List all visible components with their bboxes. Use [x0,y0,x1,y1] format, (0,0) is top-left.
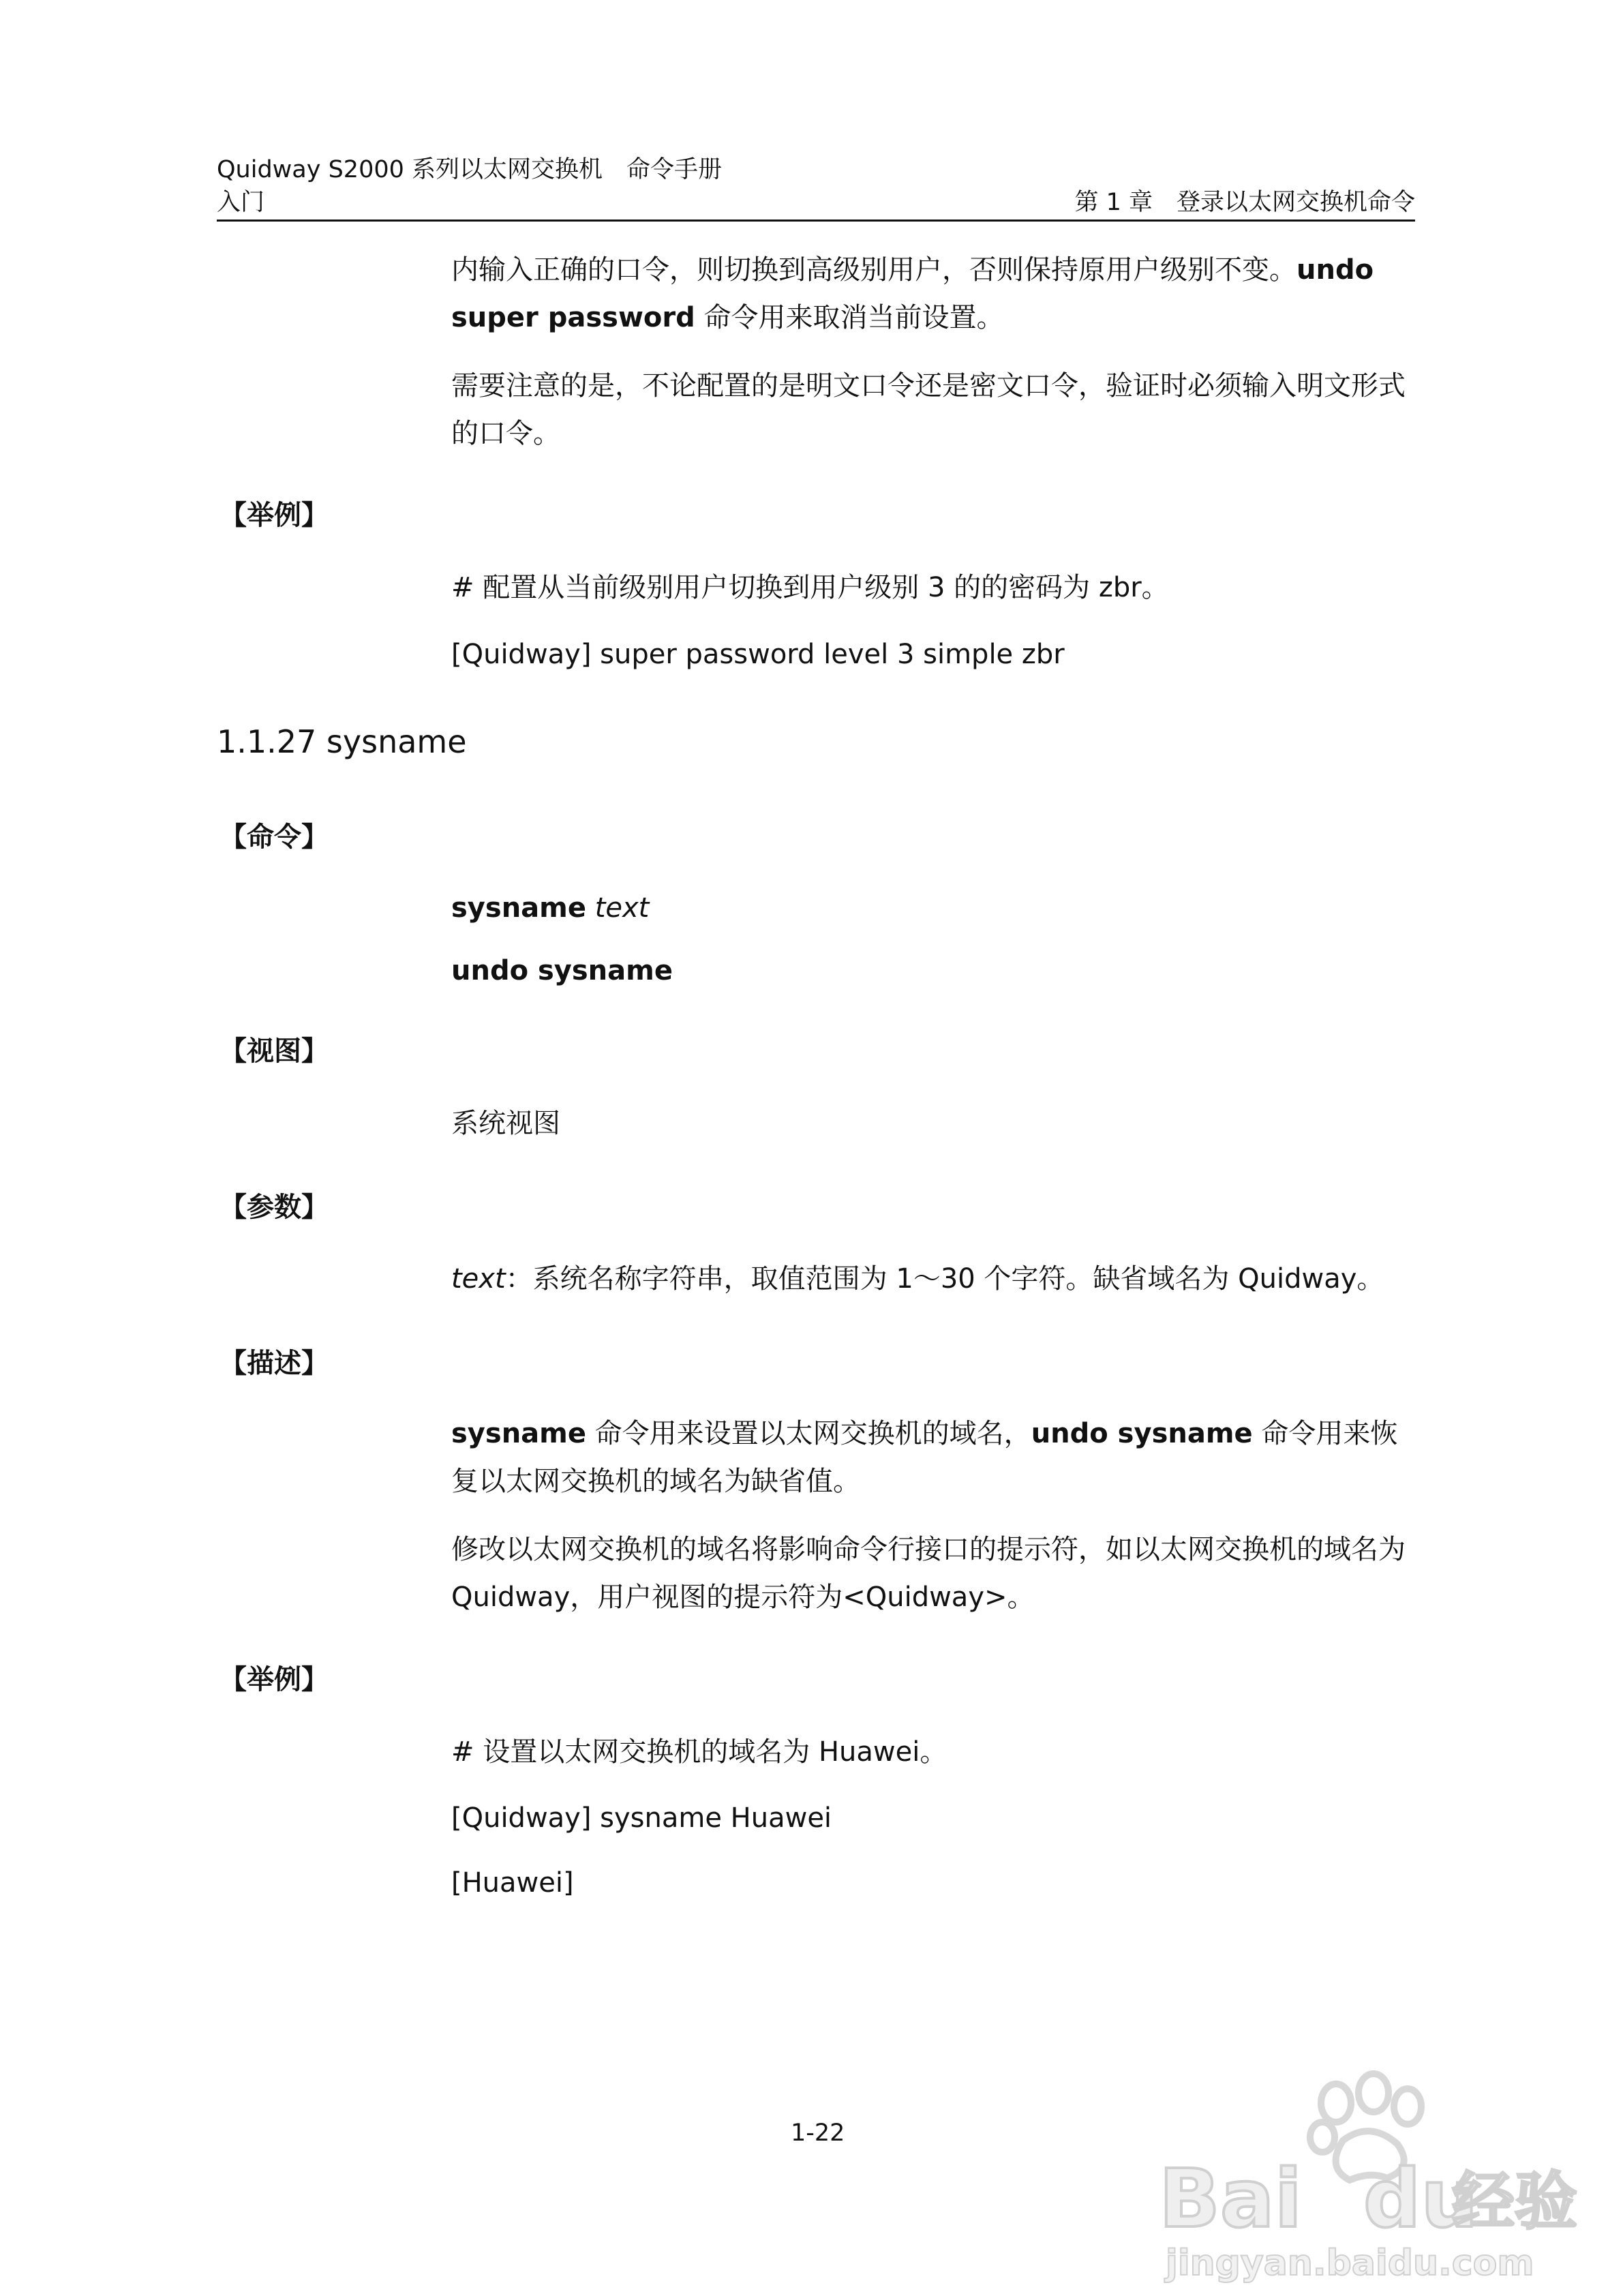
example-command-1: [Quidway] sysname Huawei [451,1802,832,1834]
p1-command: undo super password [451,254,1374,333]
param-text: ：系统名称字符串，取值范围为 1～30 个字符。缺省域名为 Quidway。 [505,1263,1384,1295]
param-description [451,1255,1418,1303]
command-syntax-1 [451,884,1418,932]
header-section: 入门 [217,189,265,216]
cmd1-keyword: sysname [451,892,586,924]
watermark-brand: Bai [1159,2151,1303,2246]
header-title: Quidway S2000 系列以太网交换机 命令手册 [217,156,722,183]
watermark-cn: 经验 [1452,2165,1578,2238]
example-comment-top: # 配置从当前级别用户切换到用户级别 3 的的密码为 zbr。 [451,572,1169,603]
param-label: 【参数】 [219,1192,329,1223]
header-rule [217,220,1415,222]
watermark-url: jingyan.baidu.com [1166,2243,1534,2284]
baidu-watermark [1152,2066,1588,2284]
example-label: 【举例】 [219,1664,329,1695]
p1-text-end: 命令用来取消当前设置。 [695,302,1004,333]
desc-paragraph-2: 修改以太网交换机的域名将影响命令行接口的提示符，如以太网交换机的域名为 Quidway，用户视图的提示符为<Quidway>。 [451,1534,1406,1613]
example-label-top: 【举例】 [219,500,329,531]
example-command-2: [Huawei] [451,1867,574,1899]
view-value: 系统视图 [451,1108,560,1139]
command-syntax-2 [451,947,1418,995]
desc-label: 【描述】 [219,1348,329,1379]
command-label: 【命令】 [219,821,329,853]
header-chapter: 第 1 章 登录以太网交换机命令 [1074,189,1415,216]
p1-text: 内输入正确的口令，则切换到高级别用户，否则保持原用户级别不变。 [451,254,1296,286]
desc-paragraph-1 [451,1410,1418,1505]
view-label: 【视图】 [219,1036,329,1067]
desc-text-2: 命令用来恢复以太网交换机的域名为缺省值。 [451,1418,1398,1497]
top-paragraph-1 [451,246,1418,342]
desc-text-1: 命令用来设置以太网交换机的域名， [586,1418,1031,1449]
example-command-top: [Quidway] super password level 3 simple zbr [451,639,1065,670]
cmd1-arg: text [594,892,650,924]
top-paragraph-2: 需要注意的是，不论配置的是明文口令还是密文口令，验证时必须输入明文形式的口令。 [451,370,1406,449]
watermark-brand-2: du [1363,2151,1478,2246]
section-heading: 1.1.27 sysname [217,723,467,760]
example-comment: # 设置以太网交换机的域名为 Huawei。 [451,1736,947,1768]
param-name: text [451,1263,506,1295]
page-number: 1-22 [791,2119,845,2147]
cmd2-keyword: undo sysname [451,955,673,986]
desc-cmd-2: undo sysname [1031,1418,1253,1449]
desc-cmd-1: sysname [451,1418,586,1449]
